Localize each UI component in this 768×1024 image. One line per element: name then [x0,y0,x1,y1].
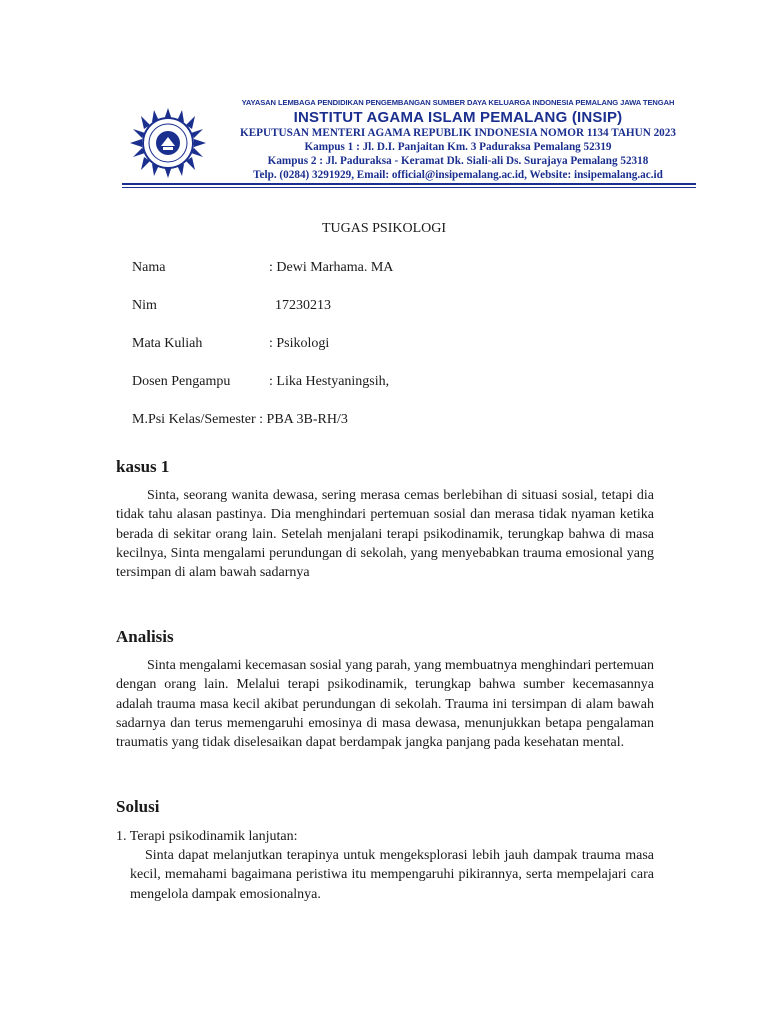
solusi-item-1-text: Sinta dapat melanjutkan terapinya untuk mengeksplorasi lebih jauh dampak trauma masa kecil, memahami bagaimana peristiwa itu mempengaruhi pikirannya, serta mempelajari cara mengelola dampak emosionalnya. [130,848,654,902]
solusi-item-1-title: 1. Terapi psikodinamik lanjutan: [116,829,298,844]
paragraph-kasus-text: Sinta, seorang wanita dewasa, sering merasa cemas berlebihan di situasi sosial, tetapi dia tidak tahu alasan pastinya. Dia menghindari pertemuan sosial dan merasa tidak nyaman ketika berada di sekitar orang lain. Setelah menjalani terapi psikodinamik, terungkap bahwa di masa kecilnya, Sinta mengalami perundungan di sekolah, yang menyebabkan trauma emosional yang tersimpan di alam bawah sadarnya [116,488,654,581]
document-title: TUGAS PSIKOLOGI [321,221,447,236]
campus-2-address: Kampus 2 : Jl. Paduraksa - Keramat Dk. Siali-ali Ds. Surajaya Pemalang 52318 [267,155,649,167]
field-label: M.Psi Kelas/Semester [132,412,256,427]
heading-solusi: Solusi [116,797,160,816]
letterhead-rule-thin [122,187,696,188]
field-label: Nim [132,298,157,313]
field-label: Mata Kuliah [132,336,203,351]
field-value: 17230213 [275,298,331,313]
field-value: : Psikologi [269,336,330,351]
foundation-name: YAYASAN LEMBAGA PENDIDIKAN PENGEMBANGAN SUMBER DAYA KELUARGA INDONESIA PEMALANG JAWA TENGAH [241,98,675,107]
contact-line: Telp. (0284) 3291929, Email: official@insipemalang.ac.id, Website: insipemalang.ac.id [253,169,663,181]
letterhead-text [218,98,698,182]
field-label: Dosen Pengampu [132,374,231,389]
field-value: : Dewi Marhama. MA [269,260,394,275]
paragraph-analisis [116,656,654,752]
field-nama [132,260,393,276]
decree-line: KEPUTUSAN MENTERI AGAMA REPUBLIK INDONESIA NOMOR 1134 TAHUN 2023 [240,127,676,139]
letterhead [118,92,698,192]
campus-1-address: Kampus 1 : Jl. D.I. Panjaitan Km. 3 Paduraksa Pemalang 52319 [304,141,612,153]
field-dosen-pengampu [132,374,389,390]
field-value: : Lika Hestyaningsih, [269,374,390,389]
paragraph-analisis-text: Sinta mengalami kecemasan sosial yang parah, yang membuatnya menghindari pertemuan dengan orang lain. Melalui terapi psikodinamik, terungkap bahwa sumber kecemasannya adalah trauma masa kecil akibat perundungan di sekolah. Trauma ini tersimpan di alam bawah sadarnya dan terus memengaruhi emosinya di masa dewasa, menunjukkan betapa pengalaman traumatis yang tidak diselesaikan dapat berdampak jangka panjang pada kesehatan mental. [116,658,654,751]
field-value: : PBA 3B-RH/3 [259,412,348,427]
heading-kasus: kasus 1 [116,457,170,476]
field-label: Nama [132,260,166,275]
paragraph-kasus [116,486,654,582]
heading-analisis: Analisis [116,627,174,646]
field-nim [132,298,331,314]
institute-name: INSTITUT AGAMA ISLAM PEMALANG (INSIP) [293,109,623,126]
field-kelas-semester [132,412,348,428]
letterhead-rule-thick [122,183,696,185]
field-mata-kuliah [132,336,329,352]
institute-logo [120,106,216,180]
